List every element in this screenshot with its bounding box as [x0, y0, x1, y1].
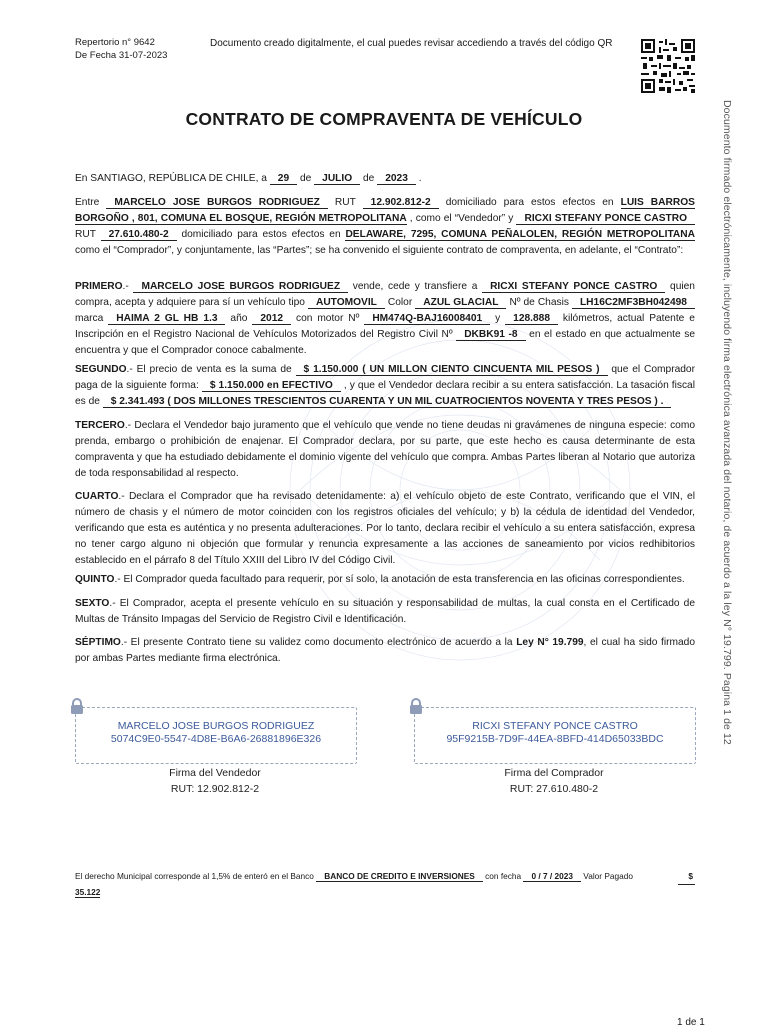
vehicle-year: 2012: [252, 313, 291, 325]
vehicle-engine: HM474Q-BAJ16008401: [364, 313, 490, 325]
buyer-name: RICXI STEFANY PONCE CASTRO: [482, 281, 665, 293]
parties-text: RUT: [334, 197, 356, 208]
buyer-signature-id: 95F9215B-7D9F-44EA-8BFD-414D65033BDC: [446, 733, 664, 745]
buyer-address: DELAWARE, 7295, COMUNA PEÑALOLEN, REGIÓN METROPOLITANA: [345, 229, 695, 240]
buyer-signature-box[interactable]: [414, 707, 696, 764]
seller-name: MARCELO JOSE BURGOS RODRIGUEZ: [133, 281, 348, 293]
payment-method: $ 1.150.000 en EFECTIVO: [202, 380, 341, 392]
bank-name: BANCO DE CREDITO E INVERSIONES: [316, 871, 483, 882]
law-reference: Ley N° 19.799: [516, 637, 584, 648]
seller-caption-rut: RUT: 12.902.812-2: [170, 783, 260, 795]
clause-text: Color: [387, 297, 413, 308]
side-signature-text: Documento firmado electrónicamente, incluyendo firma electrónica avanzada del notario, de acuerdo a la ley N° 19.799. Pagina 1 de 12: [721, 100, 733, 745]
seller-signature-box[interactable]: [75, 707, 357, 764]
clause-segundo: [75, 362, 695, 410]
clause-text: .- Declara el Comprador que ha revisado detenidamente: a) el vehículo objeto de este Contrato, verificando que el VIN, el número de chasis y el número de motor coinciden con los registros oficiales del vehículo; y b) la cédula de identidad del Vendedor, verificando que esta es auténtica y no presenta adulteraciones. Por lo tanto, declara recibir el vehículo a su entera satisfacción, expresa no tener cargo alguno ni objeción que formular y renuncia expresamente a las acciones de saneamiento por vicios redhibitorios establecido en el párrafo 8 del Título XXIII del Libro IV del Código Civil.: [75, 491, 695, 566]
header-repertorio: [75, 36, 167, 62]
clause-label: SÉPTIMO: [75, 637, 121, 648]
intro-text: En SANTIAGO, REPÚBLICA DE CHILE, a: [75, 173, 267, 184]
buyer-signature-caption: [414, 765, 694, 797]
repertorio-number: Repertorio n° 9642: [75, 37, 155, 48]
buyer-caption-rut: RUT: 27.610.480-2: [509, 783, 599, 795]
clause-text: vende, cede y transfiere a: [352, 281, 478, 292]
footer-text: con fecha: [485, 871, 522, 881]
clause-text: que el Comprador paga de la siguiente forma:: [75, 364, 695, 391]
clause-text: con motor Nº: [295, 313, 360, 324]
clause-text: Nº de Chasis: [509, 297, 569, 308]
clause-text: , y que el Vendedor declara recibir a su entera satisfacción. La tasación fiscal es de: [75, 380, 695, 407]
payment-date: 0 / 7 / 2023: [523, 871, 581, 882]
clause-label: SEXTO: [75, 598, 110, 609]
clause-text: marca: [75, 313, 104, 324]
clause-sexto: [75, 596, 695, 628]
clause-text: en el estado en que actualmente se encuentra y que el Comprador conoce cabalmente.: [75, 329, 695, 356]
parties-text: como el “Comprador”, y conjuntamente, las “Partes”; se ha convenido el siguiente contrato de compraventa, en adelante, el “Contrato”:: [75, 245, 684, 256]
seller-signature-caption: [75, 765, 355, 797]
clause-label: PRIMERO: [75, 281, 123, 292]
lock-icon: [68, 697, 86, 715]
contract-day: 29: [270, 173, 297, 185]
intro-paragraph: [75, 171, 695, 187]
parties-paragraph: [75, 195, 695, 259]
header-notice: Documento creado digitalmente, el cual puedes revisar accediendo a través del código QR: [210, 38, 613, 49]
seller-caption: Firma del Vendedor: [169, 767, 261, 779]
clause-label: QUINTO: [75, 574, 115, 585]
vehicle-color: AZUL GLACIAL: [415, 297, 506, 309]
intro-text: .: [418, 173, 422, 184]
fiscal-value: $ 2.341.493 ( DOS MILLONES TRESCIENTOS CUARENTA Y UN MIL CUATROCIENTOS NOVENTA Y TRES PESOS ) .: [103, 396, 672, 408]
vehicle-km: 128.888: [505, 313, 558, 325]
clause-text: .-: [122, 281, 129, 292]
parties-text: domiciliado para estos efectos en: [181, 229, 341, 240]
vehicle-type: AUTOMOVIL: [308, 297, 385, 309]
clause-label: SEGUNDO: [75, 364, 127, 375]
footer-text: El derecho Municipal corresponde al 1,5% de enteró en el Banco: [75, 871, 314, 881]
clause-septimo: [75, 635, 695, 667]
clause-text: y: [495, 313, 501, 324]
buyer-signature-name: RICXI STEFANY PONCE CASTRO: [472, 720, 638, 732]
buyer-caption: Firma del Comprador: [504, 767, 604, 779]
parties-text: RUT: [75, 229, 96, 240]
clause-label: CUARTO: [75, 491, 119, 502]
seller-address: LUIS BARROS BORGOÑO , 801, COMUNA EL BOSQUE, REGIÓN METROPOLITANA: [75, 197, 695, 224]
clause-text: .- Declara el Vendedor bajo juramento que el vehículo que vende no tiene deudas ni gravámenes de ninguna especie: como prenda, embargo o prohibición de enajenar. El Comprador declara, por su parte, que este hecho es causa determinante de esta compraventa y que ha estudiado debidamente el dominio vigente del vehículo que compra. Ambas Partes liberan al Notario que autoriza de toda responsabilidad al respecto.: [75, 420, 695, 479]
seller-name: MARCELO JOSE BURGOS RODRIGUEZ: [106, 197, 328, 209]
vehicle-chassis: LH16C2MF3BH042498: [572, 297, 695, 309]
clause-text: .- El precio de venta es la suma de: [126, 364, 292, 375]
clause-text: .- El presente Contrato tiene su validez como documento electrónico de acuerdo a la: [120, 637, 513, 648]
municipal-fee-note: [75, 868, 695, 900]
seller-rut: 12.902.812-2: [363, 197, 439, 209]
clause-text: , el cual ha sido firmado por ambas Partes mediante firma electrónica.: [75, 637, 695, 664]
clause-label: TERCERO: [75, 420, 125, 431]
parties-text: Entre: [75, 197, 100, 208]
clause-text: kilómetros, actual Patente e Inscripción en el Registro Nacional de Vehículos Motorizados del Registro Civil Nº: [75, 313, 695, 340]
clause-text: .- El Comprador, acepta el presente vehículo en su situación y responsabilidad de multas, la cual consta en el Certificado de Multas de Tránsito Impagas del Servicio de Registro Civil e Identificación.: [75, 598, 695, 625]
parties-text: domiciliado para estos efectos en: [445, 197, 614, 208]
lock-icon: [407, 697, 425, 715]
side-signature-notice: [712, 100, 742, 745]
clause-text: año: [230, 313, 248, 324]
contract-month: JULIO: [314, 173, 360, 185]
currency-symbol: $: [678, 868, 695, 885]
clause-primero: [75, 279, 695, 359]
clause-text: quien compra, acepta y adquiere para sí un vehículo tipo: [75, 281, 695, 308]
buyer-rut: 27.610.480-2: [101, 229, 177, 241]
clause-text: .- El Comprador queda facultado para requerir, por sí solo, la anotación de esta transferencia en las oficinas correspondientes.: [114, 574, 685, 585]
amount-paid: 35.122: [75, 887, 101, 897]
buyer-name: RICXI STEFANY PONCE CASTRO: [516, 213, 695, 225]
vehicle-brand: HAIMA 2 GL HB 1.3: [108, 313, 225, 325]
footer-text: Valor Pagado: [583, 871, 633, 881]
clause-tercero: [75, 418, 695, 482]
intro-text: de: [299, 173, 312, 184]
intro-text: de: [363, 173, 375, 184]
repertorio-date: De Fecha 31-07-2023: [75, 50, 168, 61]
document-title: CONTRATO DE COMPRAVENTA DE VEHÍCULO: [185, 109, 583, 129]
vehicle-plate: DKBK91 -8: [456, 329, 525, 341]
clause-quinto: [75, 572, 695, 588]
seller-signature-id: 5074C9E0-5547-4D8E-B6A6-26881896E326: [110, 733, 322, 745]
parties-text: , como el “Vendedor” y: [409, 213, 514, 224]
seller-signature-name: MARCELO JOSE BURGOS RODRIGUEZ: [117, 720, 315, 732]
contract-year: 2023: [377, 173, 416, 185]
clause-cuarto: [75, 489, 695, 569]
page-number: 1 de 1: [677, 1017, 705, 1028]
sale-price: $ 1.150.000 ( UN MILLON CIENTO CINCUENTA MIL PESOS ): [296, 364, 608, 376]
qr-code-icon[interactable]: [641, 39, 695, 93]
